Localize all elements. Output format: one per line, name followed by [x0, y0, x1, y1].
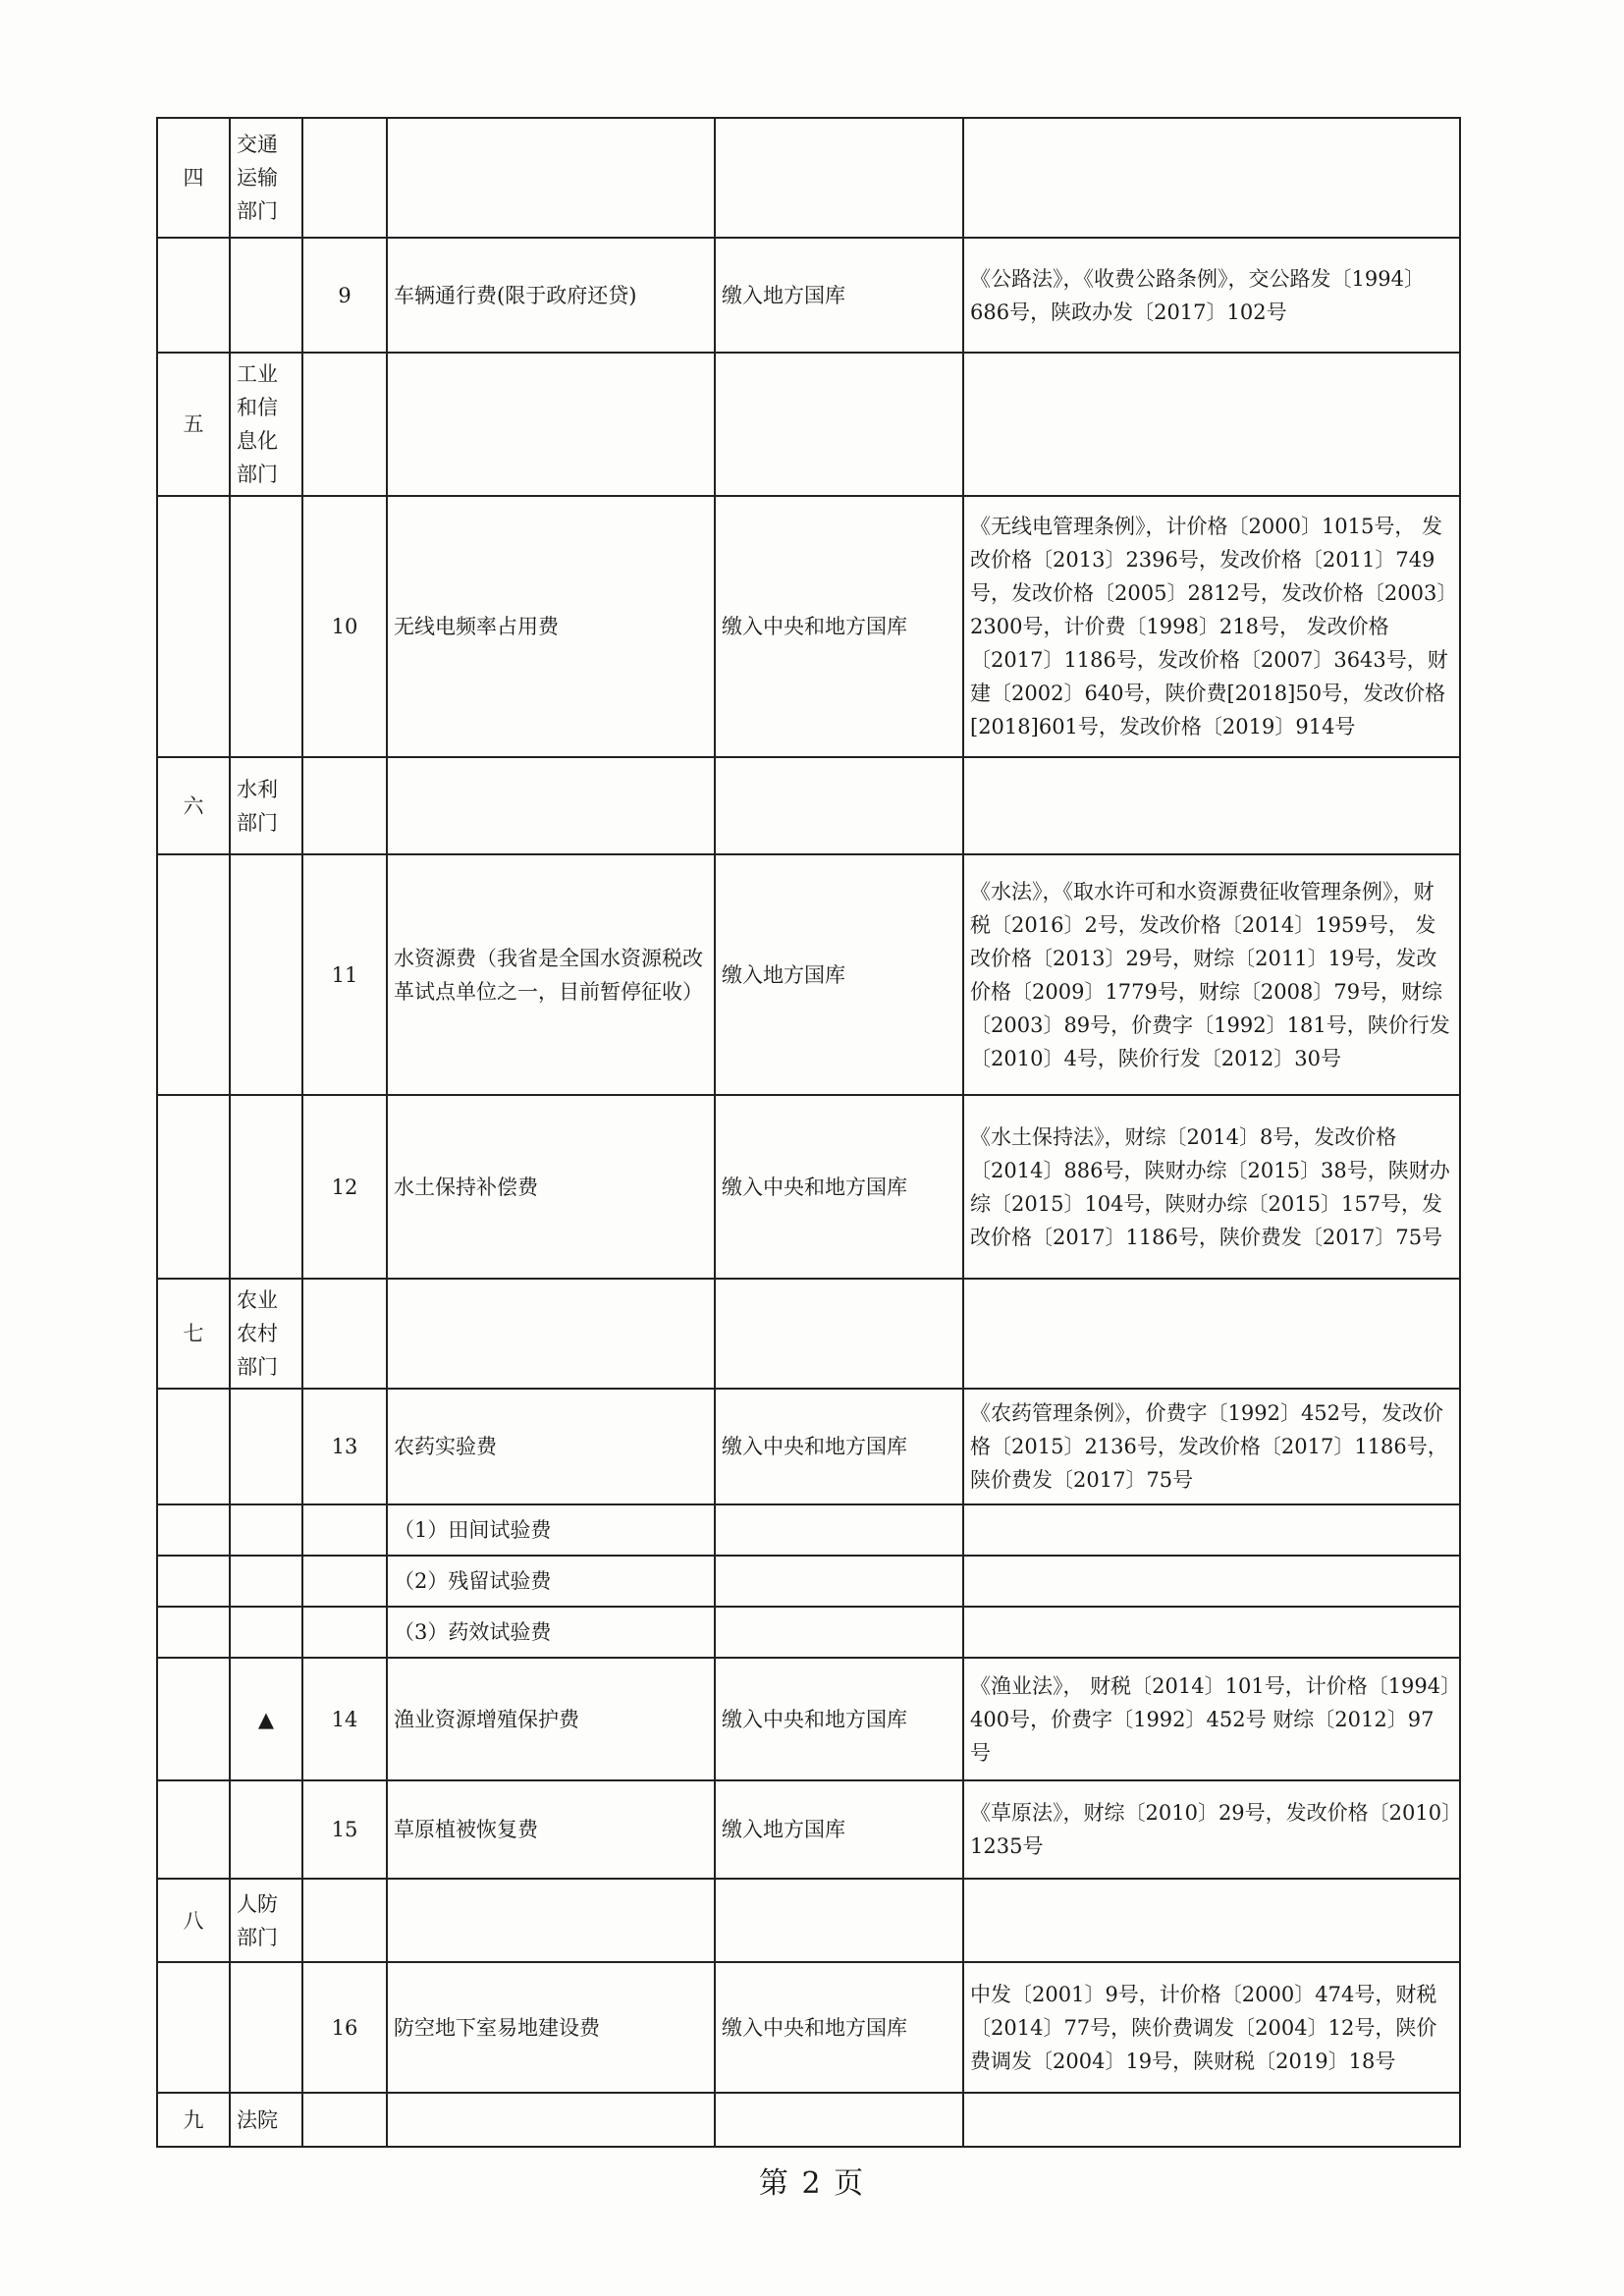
fee-row	[157, 1962, 1460, 2093]
fee-number: 12	[302, 1095, 387, 1279]
category-row	[157, 118, 1460, 238]
empty-cell	[963, 1279, 1460, 1389]
fee-name: 渔业资源增殖保护费	[387, 1658, 715, 1780]
fee-row	[157, 854, 1460, 1095]
fee-row	[157, 1389, 1460, 1504]
sub-fee-row	[157, 1504, 1460, 1556]
fee-row	[157, 1658, 1460, 1780]
fee-name: 水土保持补偿费	[387, 1095, 715, 1279]
fee-mark	[230, 854, 302, 1095]
empty-cell	[157, 496, 230, 757]
empty-cell	[387, 1279, 715, 1389]
empty-cell	[302, 1879, 387, 1962]
fee-row	[157, 238, 1460, 353]
fee-number	[302, 1504, 387, 1556]
category-row	[157, 1879, 1460, 1962]
department-name: 交通运输部门	[230, 118, 302, 238]
fee-basis	[963, 1556, 1460, 1607]
fee-mark	[230, 1962, 302, 2093]
fee-row	[157, 496, 1460, 757]
category-number: 五	[157, 353, 230, 496]
empty-cell	[302, 757, 387, 854]
fee-basis: 《水法》，《取水许可和水资源费征收管理条例》，财税〔2016〕2号，发改价格〔2014〕1959号， 发改价格〔2013〕29号，财综〔2011〕19号，发改价格〔2009〕1779号，财综〔2008〕79号，财综〔2003〕89号，价费字〔1992〕181号，陕价行发〔2010〕4号，陕价行发〔2012〕30号	[963, 854, 1460, 1095]
category-number: 四	[157, 118, 230, 238]
fee-basis: 中发〔2001〕9号，计价格〔2000〕474号，财税〔2014〕77号，陕价费调发〔2004〕12号，陕价费调发〔2004〕19号，陕财税〔2019〕18号	[963, 1962, 1460, 2093]
empty-cell	[157, 1607, 230, 1658]
fee-basis: 《水土保持法》，财综〔2014〕8号，发改价格〔2014〕886号，陕财办综〔2015〕38号，陕财办综〔2015〕104号，陕财办综〔2015〕157号，发改价格〔2017〕1186号，陕价费发〔2017〕75号	[963, 1095, 1460, 1279]
fee-name: （2）残留试验费	[387, 1556, 715, 1607]
empty-cell	[387, 757, 715, 854]
empty-cell	[157, 1095, 230, 1279]
fee-destination: 缴入地方国库	[715, 238, 963, 353]
empty-cell	[963, 2093, 1460, 2147]
fee-mark	[230, 496, 302, 757]
fee-number: 15	[302, 1780, 387, 1879]
empty-cell	[157, 1780, 230, 1879]
fee-destination: 缴入中央和地方国库	[715, 496, 963, 757]
category-number: 七	[157, 1279, 230, 1389]
fee-name: （3）药效试验费	[387, 1607, 715, 1658]
fee-mark	[230, 1556, 302, 1607]
fee-destination	[715, 1556, 963, 1607]
fee-basis: 《无线电管理条例》，计价格〔2000〕1015号， 发改价格〔2013〕2396号，发改价格〔2011〕749号，发改价格〔2005〕2812号，发改价格〔2003〕2300号，计价费〔1998〕218号， 发改价格〔2017〕1186号，发改价格〔2007〕3643号，财建〔2002〕640号，陕价费[2018]50号，发改价格[2018]601号，发改价格〔2019〕914号	[963, 496, 1460, 757]
fee-basis	[963, 1607, 1460, 1658]
fee-name: 无线电频率占用费	[387, 496, 715, 757]
category-row	[157, 353, 1460, 496]
fee-number: 13	[302, 1389, 387, 1504]
category-row	[157, 2093, 1460, 2147]
fee-row	[157, 1095, 1460, 1279]
fee-name: （1）田间试验费	[387, 1504, 715, 1556]
fee-name: 水资源费（我省是全国水资源税改革试点单位之一，目前暂停征收）	[387, 854, 715, 1095]
fee-basis: 《渔业法》， 财税〔2014〕101号，计价格〔1994〕400号，价费字〔1992〕452号 财综〔2012〕97号	[963, 1658, 1460, 1780]
fee-number: 16	[302, 1962, 387, 2093]
empty-cell	[157, 854, 230, 1095]
department-name: 水利部门	[230, 757, 302, 854]
fee-destination: 缴入中央和地方国库	[715, 1658, 963, 1780]
fee-mark	[230, 1095, 302, 1279]
empty-cell	[157, 1658, 230, 1780]
page-number: 第 2 页	[758, 2166, 866, 2201]
fee-name: 农药实验费	[387, 1389, 715, 1504]
empty-cell	[302, 353, 387, 496]
empty-cell	[157, 238, 230, 353]
fee-basis: 《公路法》，《收费公路条例》，交公路发〔1994〕686号，陕政办发〔2017〕102号	[963, 238, 1460, 353]
department-name: 人防部门	[230, 1879, 302, 1962]
fee-basis	[963, 1504, 1460, 1556]
empty-cell	[387, 118, 715, 238]
fee-number: 11	[302, 854, 387, 1095]
empty-cell	[963, 118, 1460, 238]
empty-cell	[302, 2093, 387, 2147]
department-name: 工业和信息化部门	[230, 353, 302, 496]
department-name: 农业农村部门	[230, 1279, 302, 1389]
fee-number: 10	[302, 496, 387, 757]
fee-basis: 《草原法》，财综〔2010〕29号，发改价格〔2010〕1235号	[963, 1780, 1460, 1879]
empty-cell	[387, 353, 715, 496]
fee-number: 14	[302, 1658, 387, 1780]
empty-cell	[715, 353, 963, 496]
fee-mark	[230, 238, 302, 353]
sub-fee-row	[157, 1607, 1460, 1658]
empty-cell	[157, 1962, 230, 2093]
fee-mark	[230, 1389, 302, 1504]
fee-destination: 缴入中央和地方国库	[715, 1962, 963, 2093]
empty-cell	[302, 1279, 387, 1389]
fee-destination: 缴入中央和地方国库	[715, 1095, 963, 1279]
empty-cell	[157, 1389, 230, 1504]
empty-cell	[157, 1556, 230, 1607]
fee-table	[156, 117, 1461, 2148]
fee-destination	[715, 1504, 963, 1556]
category-number: 八	[157, 1879, 230, 1962]
fee-name: 车辆通行费(限于政府还贷)	[387, 238, 715, 353]
empty-cell	[715, 118, 963, 238]
fee-number: 9	[302, 238, 387, 353]
empty-cell	[157, 1504, 230, 1556]
category-row	[157, 757, 1460, 854]
empty-cell	[715, 2093, 963, 2147]
empty-cell	[387, 2093, 715, 2147]
fee-name: 防空地下室易地建设费	[387, 1962, 715, 2093]
empty-cell	[387, 1879, 715, 1962]
category-row	[157, 1279, 1460, 1389]
fee-destination: 缴入地方国库	[715, 854, 963, 1095]
empty-cell	[302, 118, 387, 238]
fee-destination: 缴入中央和地方国库	[715, 1389, 963, 1504]
empty-cell	[715, 1279, 963, 1389]
category-number: 九	[157, 2093, 230, 2147]
category-number: 六	[157, 757, 230, 854]
fee-destination: 缴入地方国库	[715, 1780, 963, 1879]
empty-cell	[715, 757, 963, 854]
empty-cell	[715, 1879, 963, 1962]
fee-row	[157, 1780, 1460, 1879]
fee-basis: 《农药管理条例》，价费字〔1992〕452号，发改价格〔2015〕2136号，发改价格〔2017〕1186号，陕价费发〔2017〕75号	[963, 1389, 1460, 1504]
fee-name: 草原植被恢复费	[387, 1780, 715, 1879]
fee-mark	[230, 1504, 302, 1556]
empty-cell	[963, 353, 1460, 496]
fee-number	[302, 1607, 387, 1658]
sub-fee-row	[157, 1556, 1460, 1607]
fee-mark	[230, 1780, 302, 1879]
fee-mark	[230, 1607, 302, 1658]
fee-number	[302, 1556, 387, 1607]
fee-mark: ▲	[230, 1658, 302, 1780]
empty-cell	[963, 1879, 1460, 1962]
department-name: 法院	[230, 2093, 302, 2147]
empty-cell	[963, 757, 1460, 854]
fee-destination	[715, 1607, 963, 1658]
